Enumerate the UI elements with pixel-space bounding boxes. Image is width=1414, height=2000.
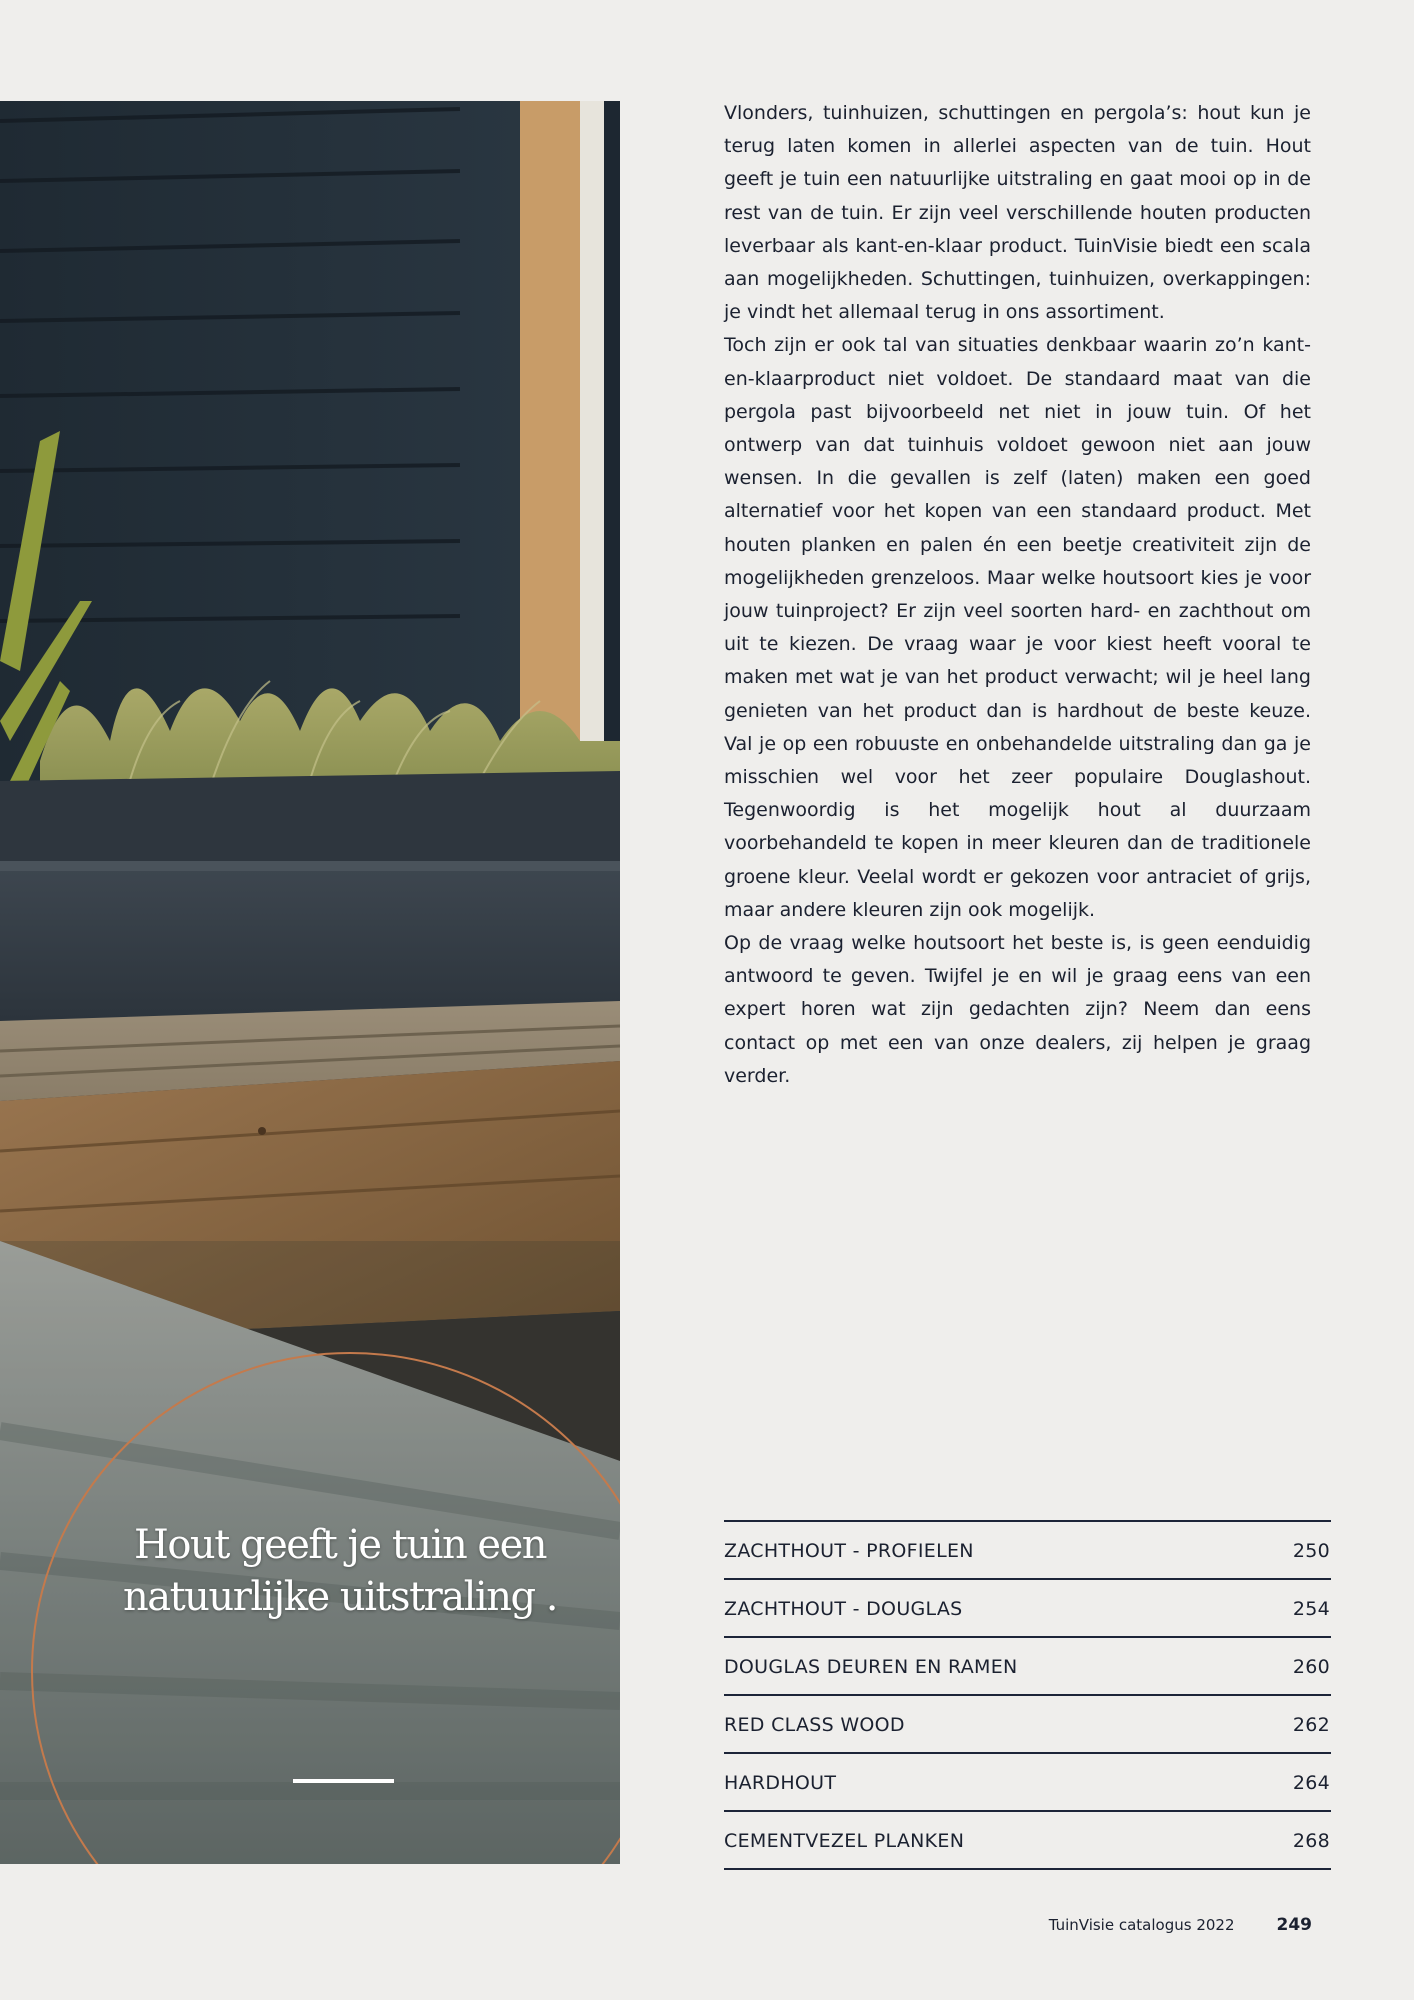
toc-item-page: 260 [1292, 1655, 1330, 1678]
toc-item-page: 262 [1292, 1713, 1330, 1736]
toc-item[interactable] [724, 1812, 1331, 1870]
toc-item-label: ZACHTHOUT - PROFIELEN [724, 1539, 974, 1562]
article-paragraph: Toch zijn er ook tal van situaties denkbaar waarin zo’n kant-en-klaarproduct niet voldoet. De standaard maat van die pergola past bijvoorbeeld net niet in jouw tuin. Of het ontwerp van dat tuinhuis voldoet gewoon niet aan jouw wensen. In die gevallen is zelf (laten) maken een goed alternatief voor het kopen van een standaard product. Met houten planken en palen én een beetje creativiteit zijn de mogelijkheden grenzeloos. Maar welke houtsoort kies je voor jouw tuinproject? Er zijn veel soorten hard- en zachthout om uit te kiezen. De vraag waar je voor kiest heeft vooral te maken met wat je van het product verwacht; wil je heel lang genieten van het product dan is hardhout de beste keuze. Val je op een robuuste en onbehandelde uitstraling dan ga je misschien wel voor het zeer populaire Douglashout. Tegenwoordig is het mogelijk hout al duurzaam voorbehandeld te kopen in meer kleuren dan de traditionele groene kleur. Veelal wordt er gekozen voor antraciet of grijs, maar andere kleuren zijn ook mogelijk. [724, 334, 1311, 921]
toc-item-page: 250 [1292, 1539, 1330, 1562]
catalog-name: TuinVisie catalogus 2022 [1048, 1916, 1235, 1934]
toc-item[interactable] [724, 1638, 1331, 1696]
page-number: 249 [1276, 1915, 1312, 1935]
quote-line-1: Hout geeft je tuin een [133, 1522, 547, 1568]
toc-item-label: ZACHTHOUT - DOUGLAS [724, 1597, 963, 1620]
garden-photo [0, 101, 620, 1864]
article-paragraph: Vlonders, tuinhuizen, schuttingen en pergola’s: hout kun je terug laten komen in allerlei aspecten van de tuin. Hout geeft je tuin een natuurlijke uitstraling en gaat mooi op in de rest van de tuin. Er zijn veel verschillende houten producten leverbaar als kant-en-klaar product. TuinVisie biedt een scala aan mogelijkheden. Schuttingen, tuinhuizen, overkappingen: je vindt het allemaal terug in ons assortiment. [724, 102, 1311, 324]
toc-item[interactable] [724, 1696, 1331, 1754]
article-body [724, 97, 1311, 1093]
photo-quote [120, 1519, 560, 1623]
toc-item-label: RED CLASS WOOD [724, 1713, 905, 1736]
table-of-contents [724, 1520, 1331, 1870]
toc-item-page: 264 [1292, 1771, 1330, 1794]
quote-line-2: natuurlijke uitstraling . [122, 1574, 558, 1620]
toc-item-label: HARDHOUT [724, 1771, 837, 1794]
article-paragraph: Op de vraag welke houtsoort het beste is, is geen eenduidig antwoord te geven. Twijfel je en wil je graag eens van een expert horen wat zijn gedachten zijn? Neem dan eens contact op met een van onze dealers, zij helpen je graag verder. [724, 932, 1311, 1087]
quote-divider [293, 1779, 394, 1783]
toc-item-page: 268 [1292, 1829, 1330, 1852]
page-footer [1000, 1915, 1312, 1935]
toc-item-label: CEMENTVEZEL PLANKEN [724, 1829, 965, 1852]
toc-item[interactable] [724, 1522, 1331, 1580]
toc-item-label: DOUGLAS DEUREN EN RAMEN [724, 1655, 1018, 1678]
toc-item-page: 254 [1292, 1597, 1330, 1620]
toc-item[interactable] [724, 1754, 1331, 1812]
toc-item[interactable] [724, 1580, 1331, 1638]
